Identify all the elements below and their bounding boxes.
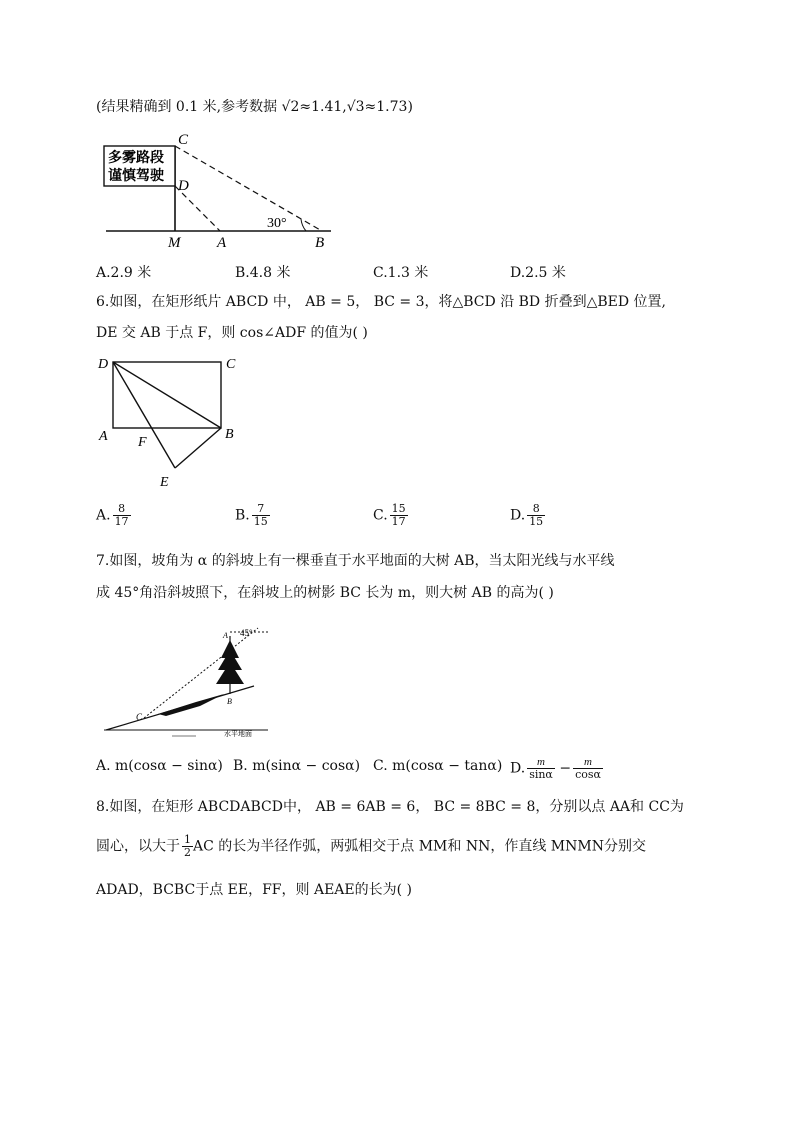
q7-option-a[interactable]: A. m(cosα − sinα) [96, 758, 223, 774]
q6-option-a-frac [113, 503, 131, 528]
q6-option-a[interactable] [96, 503, 131, 528]
q6-option-c[interactable] [373, 503, 408, 528]
q6-option-c-den: 17 [391, 515, 406, 528]
q8-line2-post: AC 的长为半径作弧，两弧相交于点 MM和 NN，作直线 MNMN分别交 [193, 838, 646, 855]
label-b: B [227, 697, 232, 706]
q6-option-b-den: 15 [253, 515, 268, 528]
label-a: A [217, 235, 227, 250]
label-ground: 水平地面 [224, 730, 252, 738]
line-cb [175, 146, 322, 231]
diag-bd [113, 362, 221, 428]
label-c: C [226, 357, 236, 372]
line-be [175, 428, 221, 468]
q5-option-b[interactable]: B.4.8 米 [235, 265, 291, 281]
q5-options [96, 262, 616, 282]
q8-line2-pre: 圆心，以大于 [96, 838, 180, 855]
label-d: D [98, 357, 109, 372]
q7-option-d-minus: − [559, 760, 572, 777]
q8-line1: 8.如图，在矩形 ABCDABCD中， AB = 6AB = 6， BC = 8BC = 8，分别以点 AA和 CC为 [96, 799, 684, 815]
label-b: B [225, 427, 234, 442]
q7-option-c[interactable]: C. m(cosα − tanα) [373, 758, 503, 774]
q7-d-frac2-num: m [573, 756, 603, 769]
q6-option-b[interactable] [235, 503, 270, 528]
q6-option-b-letter: B. [235, 507, 250, 524]
label-angle-30: 30° [267, 216, 287, 231]
q8-line2 [96, 834, 646, 859]
label-angle-45: 45° [240, 628, 253, 638]
q6-option-b-num: 7 [252, 503, 270, 516]
q6-option-d[interactable] [510, 503, 545, 528]
q7-option-d-frac2 [573, 756, 603, 781]
label-m: M [168, 235, 181, 250]
q6-option-d-frac [527, 503, 545, 528]
q5-figure [96, 128, 336, 250]
sign-line2: 谨慎驾驶 [108, 168, 164, 184]
label-e: E [160, 475, 169, 490]
label-b: B [315, 235, 325, 250]
q7-options [96, 756, 656, 786]
q6-line2: DE 交 AB 于点 F，则 cos∠ADF 的值为( ) [96, 325, 368, 341]
q6-option-d-letter: D. [510, 507, 526, 524]
label-c: C [178, 132, 189, 148]
label-a: A [223, 631, 228, 640]
q5-option-a[interactable]: A.2.9 米 [96, 265, 152, 281]
q7-figure [96, 622, 276, 747]
q5-option-c[interactable]: C.1.3 米 [373, 265, 429, 281]
q8-line3: ADAD，BCBC于点 EE，FF，则 AEAE的长为( ) [96, 882, 412, 898]
q6-figure [96, 350, 246, 490]
q6-option-a-num: 8 [113, 503, 131, 516]
q6-option-a-letter: A. [96, 507, 111, 524]
q6-options [96, 503, 616, 537]
tree-shadow [158, 694, 224, 716]
q6-option-c-letter: C. [373, 507, 388, 524]
sign-line1: 多雾路段 [108, 150, 164, 166]
q7-option-d[interactable] [510, 756, 603, 781]
tree-bottom [216, 662, 244, 684]
q6-option-d-num: 8 [527, 503, 545, 516]
q6-option-c-frac [390, 503, 408, 528]
q7-option-b[interactable]: B. m(sinα − cosα) [233, 758, 361, 774]
q5-note: (结果精确到 0.1 米,参考数据 √2≈1.41,√3≈1.73) [96, 99, 413, 115]
q7-line2: 成 45°角沿斜坡照下，在斜坡上的树影 BC 长为 m，则大树 AB 的高为( ) [96, 585, 554, 601]
q8-frac-den: 2 [184, 846, 191, 859]
q7-option-d-letter: D. [510, 760, 526, 777]
q8-line2-frac [182, 834, 193, 859]
label-f: F [138, 435, 147, 450]
q5-option-d[interactable]: D.2.5 米 [510, 265, 566, 281]
q6-option-c-num: 15 [391, 502, 406, 515]
q6-option-d-den: 15 [529, 515, 544, 528]
label-c: C [136, 712, 143, 722]
label-d: D [178, 178, 189, 194]
q6-option-b-frac [252, 503, 270, 528]
line-de [113, 362, 175, 468]
q7-d-frac2-den: cosα [575, 768, 601, 781]
q6-line1: 6.如图，在矩形纸片 ABCD 中， AB = 5， BC = 3，将△BCD 沿 BD 折叠到△BED 位置, [96, 294, 666, 310]
q7-option-d-frac1 [527, 756, 555, 781]
q7-d-frac1-num: m [527, 756, 555, 769]
q6-option-a-den: 17 [114, 515, 129, 528]
q7-line1: 7.如图，坡角为 α 的斜坡上有一棵垂直于水平地面的大树 AB，当太阳光线与水平线 [96, 553, 615, 569]
label-a: A [99, 429, 108, 444]
q8-frac-num: 1 [184, 833, 191, 846]
q7-d-frac1-den: sinα [529, 768, 553, 781]
